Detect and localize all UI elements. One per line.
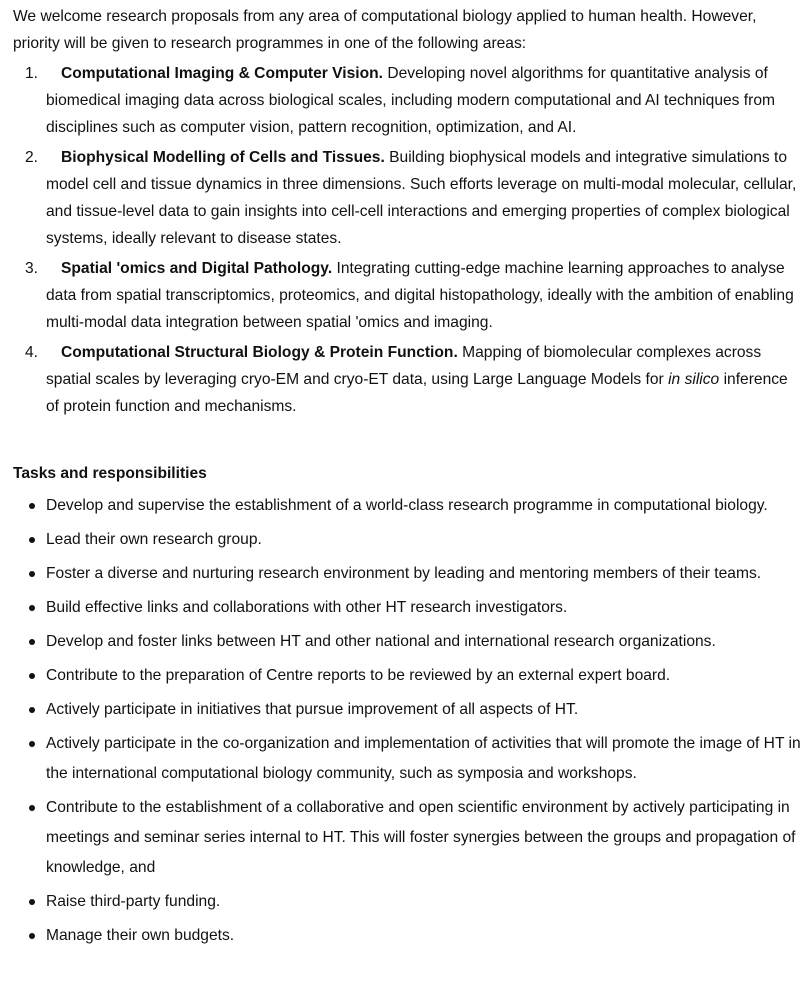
research-area-item bbox=[13, 255, 802, 336]
research-areas-list bbox=[13, 60, 802, 420]
research-area-item bbox=[13, 144, 802, 252]
area-title: Spatial 'omics and Digital Pathology. bbox=[61, 260, 333, 277]
task-item bbox=[13, 491, 802, 521]
task-item bbox=[13, 593, 802, 623]
task-item bbox=[13, 627, 802, 657]
task-item bbox=[13, 921, 802, 951]
area-title: Computational Imaging & Computer Vision. bbox=[61, 65, 383, 82]
tasks-list bbox=[13, 491, 802, 951]
area-description: Developing novel algorithms for quantitative analysis of biomedical imaging data across biological scales, including modern computational and AI techniques from disciplines such as computer vision, pattern recognition, optimization, and AI. bbox=[46, 65, 775, 136]
area-title: Computational Structural Biology & Protein Function. bbox=[61, 344, 458, 361]
area-number: 2. bbox=[25, 149, 39, 166]
bullet-icon bbox=[29, 933, 35, 939]
bullet-icon bbox=[29, 503, 35, 509]
task-item bbox=[13, 525, 802, 555]
bullet-icon bbox=[29, 639, 35, 645]
task-text: Develop and supervise the establishment of a world-class research programme in computational biology. bbox=[46, 497, 768, 514]
area-number: 1. bbox=[25, 65, 39, 82]
bullet-icon bbox=[29, 741, 35, 747]
task-item bbox=[13, 793, 802, 883]
task-item bbox=[13, 661, 802, 691]
task-text: Manage their own budgets. bbox=[46, 927, 235, 944]
tasks-heading: Tasks and responsibilities bbox=[13, 465, 207, 482]
task-item bbox=[13, 729, 802, 789]
task-item bbox=[13, 887, 802, 917]
bullet-icon bbox=[29, 805, 35, 811]
task-item bbox=[13, 559, 802, 589]
bullet-icon bbox=[29, 673, 35, 679]
research-area-item bbox=[13, 339, 802, 420]
area-description: Building biophysical models and integrative simulations to model cell and tissue dynamics in three dimensions. Such efforts leverage on multi-modal molecular, cellular, and tissue-level data to gain insights into cell-cell interactions and emerging properties of complex biological systems, ideally relevant to disease states. bbox=[46, 149, 797, 247]
task-item bbox=[13, 695, 802, 725]
area-description-continued: inference of protein function and mechanisms. bbox=[46, 371, 788, 415]
bullet-icon bbox=[29, 605, 35, 611]
area-text bbox=[46, 255, 802, 336]
area-number: 4. bbox=[25, 344, 39, 361]
task-text: Actively participate in the co-organization and implementation of activities that will promote the image of HT in the international computational biology community, such as symposia and workshops. bbox=[46, 735, 801, 782]
task-text: Contribute to the establishment of a collaborative and open scientific environment by actively participating in meetings and seminar series internal to HT. This will foster synergies between the groups and propagation of knowledge, and bbox=[46, 799, 796, 876]
bullet-icon bbox=[29, 899, 35, 905]
task-text: Actively participate in initiatives that pursue improvement of all aspects of HT. bbox=[46, 701, 579, 718]
area-number: 3. bbox=[25, 260, 39, 277]
area-title: Biophysical Modelling of Cells and Tissues. bbox=[61, 149, 385, 166]
research-area-item bbox=[13, 60, 802, 141]
task-text: Foster a diverse and nurturing research environment by leading and mentoring members of their teams. bbox=[46, 565, 762, 582]
area-text bbox=[46, 339, 802, 420]
intro-paragraph: We welcome research proposals from any area of computational biology applied to human health. However, priority will be given to research programmes in one of the following areas: bbox=[13, 8, 757, 52]
area-description: Integrating cutting-edge machine learning approaches to analyse data from spatial transcriptomics, proteomics, and digital histopathology, ideally with the ambition of enabling multi-modal data integration between spatial 'omics and imaging. bbox=[46, 260, 794, 331]
task-text: Contribute to the preparation of Centre reports to be reviewed by an external expert board. bbox=[46, 667, 671, 684]
area-text bbox=[46, 144, 802, 252]
task-text: Lead their own research group. bbox=[46, 531, 262, 548]
task-text: Raise third-party funding. bbox=[46, 893, 221, 910]
area-emphasis: in silico bbox=[668, 371, 720, 388]
area-text bbox=[46, 60, 802, 141]
bullet-icon bbox=[29, 707, 35, 713]
bullet-icon bbox=[29, 537, 35, 543]
bullet-icon bbox=[29, 571, 35, 577]
task-text: Build effective links and collaborations with other HT research investigators. bbox=[46, 599, 568, 616]
area-description: Mapping of biomolecular complexes across spatial scales by leveraging cryo-EM and cryo-ET data, using Large Language Models for bbox=[46, 344, 762, 388]
task-text: Develop and foster links between HT and other national and international research organizations. bbox=[46, 633, 716, 650]
